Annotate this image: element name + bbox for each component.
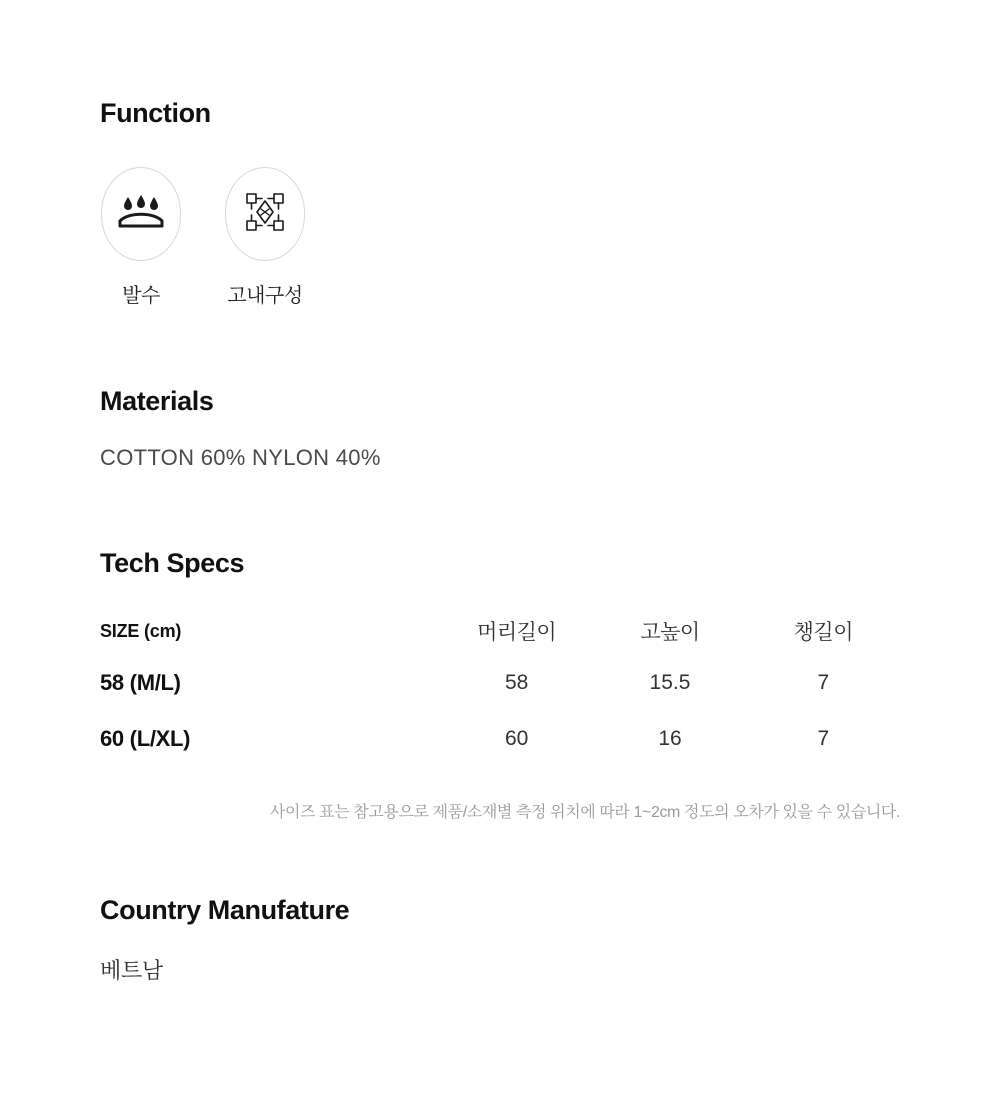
cell-brim-length: 7 [817, 727, 830, 750]
column-header-crown-height: 고높이 [640, 621, 700, 644]
function-heading: Function [100, 98, 211, 128]
function-item-durability [224, 167, 306, 308]
function-icon-list [100, 167, 306, 308]
function-icon-badge [225, 167, 305, 261]
column-header-head-length: 머리길이 [477, 621, 557, 644]
size-table-note: 사이즈 표는 참고용으로 제품/소재별 측정 위치에 따라 1~2cm 정도의 오차가 있을 수 있습니다. [269, 804, 900, 821]
table-row [100, 711, 900, 767]
country-value: 베트남 [100, 958, 163, 983]
row-label-size: 60 (L/XL) [100, 726, 191, 751]
tech-specs-heading: Tech Specs [100, 548, 245, 578]
country-section [100, 895, 349, 985]
materials-section [100, 386, 381, 471]
function-item-label: 발수 [122, 285, 160, 307]
table-row [100, 655, 900, 711]
cell-crown-height: 15.5 [649, 671, 691, 694]
function-icon-badge [101, 167, 181, 261]
cell-crown-height: 16 [658, 727, 682, 750]
column-header-size: SIZE (cm) [100, 620, 182, 641]
row-label-size: 58 (M/L) [100, 670, 181, 695]
cell-head-length: 58 [504, 671, 529, 694]
function-section [100, 98, 306, 308]
materials-heading: Materials [100, 386, 214, 416]
function-item-label: 고내구성 [227, 285, 303, 307]
cell-head-length: 60 [504, 727, 529, 750]
durability-icon [245, 192, 285, 237]
tech-specs-section [100, 548, 900, 822]
cell-brim-length: 7 [817, 671, 830, 694]
water-repellent-icon [118, 195, 164, 234]
country-heading: Country Manufature [100, 895, 350, 925]
materials-value: COTTON 60% NYLON 40% [100, 445, 381, 470]
table-header-row [100, 607, 900, 655]
column-header-brim-length: 챙길이 [793, 621, 853, 644]
size-table [100, 607, 900, 767]
function-item-water-repellent [100, 167, 182, 308]
